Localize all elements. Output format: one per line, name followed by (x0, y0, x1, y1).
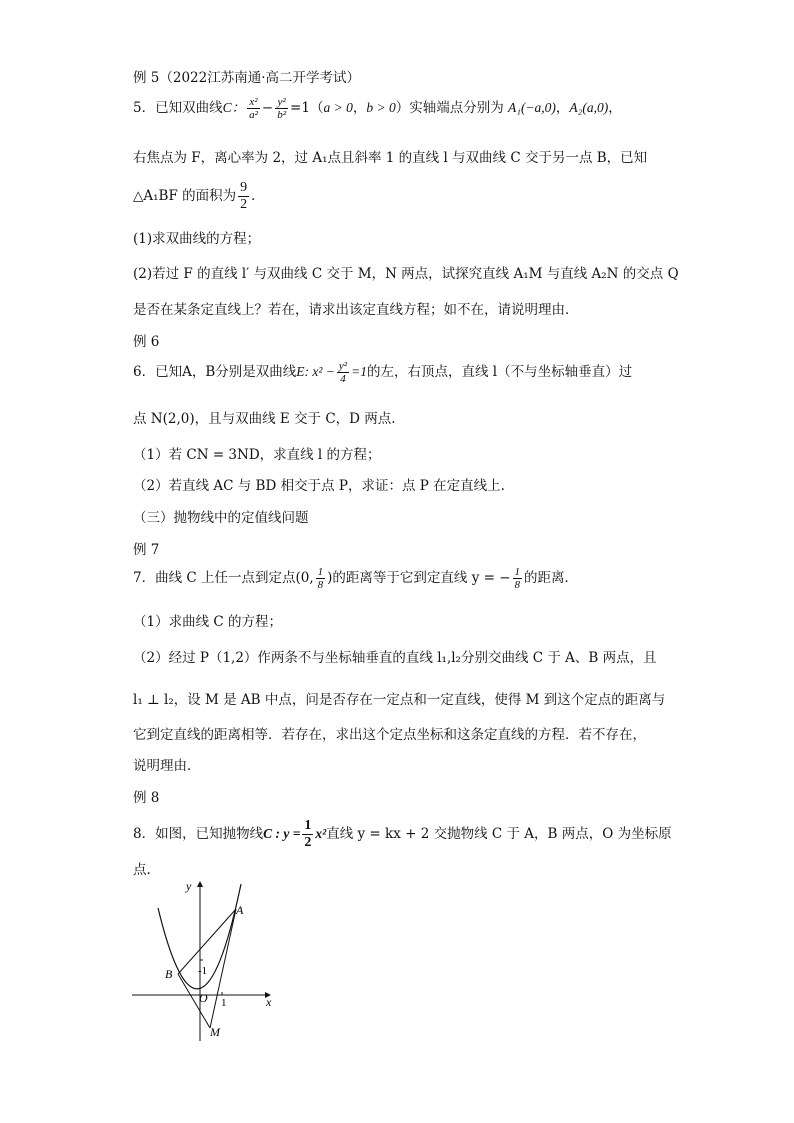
ex8-heading: 例 8 (133, 790, 160, 806)
ex7-heading: 例 7 (133, 542, 160, 558)
ex6-heading: 例 6 (133, 334, 160, 350)
label-b: B (165, 967, 173, 981)
ex6-line1: 6．已知A，B分别是双曲线E: x² − $\frac{\text{y²}}{4}$ =1的左，右顶点，直线 l（不与坐标轴垂直）过 (133, 360, 633, 385)
ex5-q2a: (2)若过 F 的直线 l′ 与双曲线 C 交于 M，N 两点，试探究直线 A₁M 与直线 A₂N 的交点 Q (133, 266, 679, 282)
label-a: A (236, 903, 244, 917)
label-1: 1 (221, 997, 227, 1009)
ex7-q2c: 它到定直线的距离相等．若存在，求出这个定点坐标和这条定直线的方程．若不存在， (133, 727, 646, 743)
parabola-figure (128, 876, 278, 1046)
ex8-line1: 8．如图，已知抛物线C : y = $\frac{1}{2}$ x²直线 y = kx + 2 交抛物线 C 于 A，B 两点，O 为坐标原 (133, 818, 672, 850)
ex7-q2a: （2）经过 P（1,2）作两条不与坐标轴垂直的直线 l₁,l₂分别交曲线 C 于 A、B 两点，且 (133, 650, 657, 666)
ex5-q2b: 是否在某条定直线上？若在，请求出该定直线方程；如不在，请说明理由． (133, 302, 579, 318)
label-neg1: -1 (198, 965, 208, 977)
ex5-line1: 5．已知双曲线C： $\frac{\text{x²}}{\text{a²}}$ − $\frac{\text{y²}}{\text{b²}}$ =1（a > 0，b > 0）实轴端点分别为 A₁(−a,0)，A₂(a,0)， (133, 96, 622, 121)
ex7-q1: （1）求曲线 C 的方程； (133, 614, 283, 630)
ex6-q2: （2）若直线 AC 与 BD 相交于点 P，求证：点 P 在定直线上. (133, 478, 505, 494)
label-x: x (266, 995, 272, 1009)
ex5-line3: △A₁BF 的面积为 $\frac{9}{2}$ ． (133, 180, 265, 212)
ex5-heading: 例 5（2022江苏南通·高二开学考试） (133, 70, 361, 86)
ex8-line2: 点. (133, 862, 151, 878)
ex5-q1: (1)求双曲线的方程； (133, 231, 261, 247)
ex7-q2b: l₁ ⊥ l₂，设 M 是 AB 中点，问是否存在一定点和一定直线，使得 M 到这个定点的距离与 (133, 692, 666, 708)
ex6-line2: 点 N(2,0)，且与双曲线 E 交于 C，D 两点. (133, 411, 396, 427)
ex7-q2d: 说明理由． (133, 758, 201, 774)
line-am (210, 909, 236, 1028)
label-y: y (186, 879, 192, 893)
label-m: M (210, 1025, 220, 1039)
parabola-diagram (128, 876, 278, 1046)
label-o: O (199, 991, 208, 1005)
ex6-q1: （1）若 CN = 3ND，求直线 l 的方程； (133, 447, 381, 463)
ex5-line2: 右焦点为 F，离心率为 2，过 A₁点且斜率 1 的直线 l 与双曲线 C 交于另一点 B，已知 (133, 150, 648, 166)
section3-title: （三）抛物线中的定值线问题 (133, 510, 309, 526)
ex7-line1: 7．曲线 C 上任一点到定点(0, $\frac{1}{8}$ )的距离等于它到定直线 y = − $\frac{1}{8}$ 的距离． (133, 566, 579, 591)
